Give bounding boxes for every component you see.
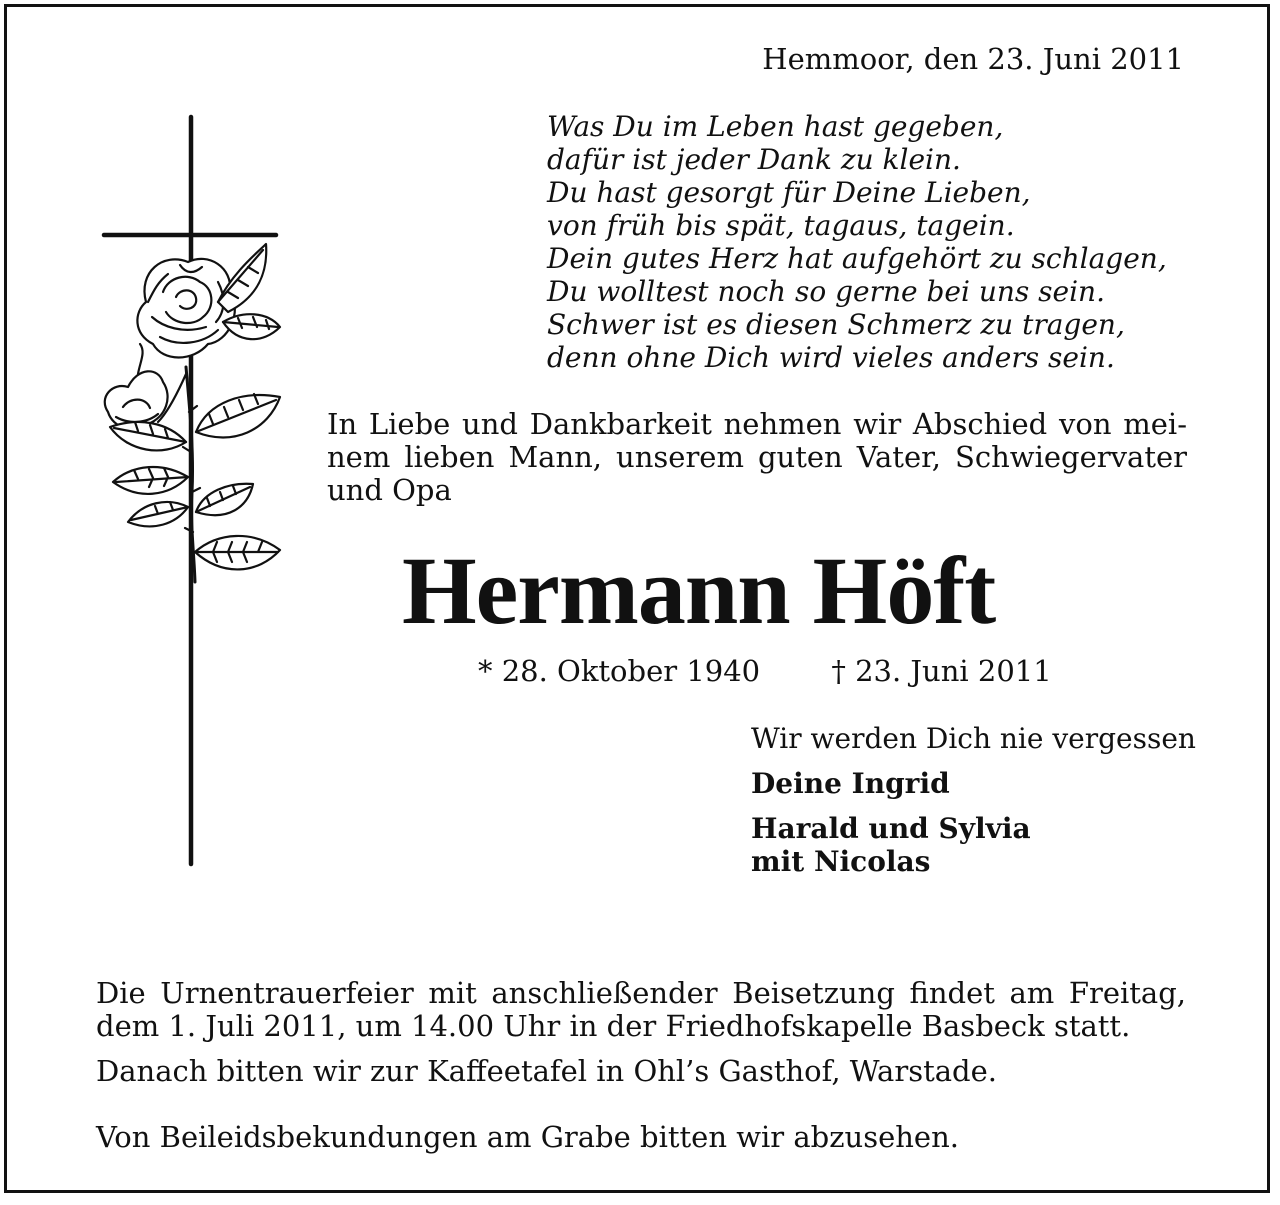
- funeral-line: Danach bitten wir zur Kaffeetafel in Ohl’s Gasthof, Warstade.: [96, 1054, 997, 1088]
- mourner-name: mit Nicolas: [751, 845, 931, 878]
- family-signoff: [751, 722, 1196, 878]
- intro-line: nem lieben Mann, unserem guten Vater, Schwiegervater: [327, 440, 1187, 474]
- farewell-intro: [327, 408, 1187, 507]
- deceased-name: Hermann Höft: [402, 537, 996, 644]
- poem-line: Du wolltest noch so gerne bei uns sein.: [547, 275, 1105, 308]
- poem-line: Du hast gesorgt für Deine Lieben,: [547, 176, 1031, 209]
- intro-line: und Opa: [327, 473, 452, 507]
- poem-line: dafür ist jeder Dank zu klein.: [547, 143, 961, 176]
- place-date: Hemmoor, den 23. Juni 2011: [762, 42, 1184, 76]
- funeral-line: dem 1. Juli 2011, um 14.00 Uhr in der Friedhofskapelle Basbeck statt.: [96, 1009, 1131, 1043]
- death-date: † 23. Juni 2011: [831, 654, 1052, 688]
- cross-with-rose-icon: [68, 112, 288, 872]
- funeral-details: [96, 977, 1186, 1154]
- poem-line: Schwer ist es diesen Schmerz zu tragen,: [547, 308, 1125, 341]
- signoff-phrase: Wir werden Dich nie vergessen: [751, 722, 1196, 755]
- mourner-name: Harald und Sylvia: [751, 812, 1031, 845]
- intro-line: In Liebe und Dankbarkeit nehmen wir Abschied von mei-: [327, 407, 1187, 441]
- rose-head: [137, 259, 234, 358]
- poem-line: Dein gutes Herz hat aufgehört zu schlagen,: [547, 242, 1167, 275]
- mourner-name: Deine Ingrid: [751, 767, 950, 800]
- birth-date: * 28. Oktober 1940: [478, 654, 761, 688]
- memorial-poem: [547, 110, 1167, 374]
- funeral-line: Die Urnentrauerfeier mit anschließender Beisetzung findet am Freitag,: [96, 976, 1186, 1010]
- poem-line: Was Du im Leben hast gegeben,: [547, 110, 1004, 143]
- life-dates: [478, 654, 1052, 688]
- funeral-line: Von Beileidsbekundungen am Grabe bitten wir abzusehen.: [96, 1120, 959, 1154]
- poem-line: denn ohne Dich wird vieles anders sein.: [547, 341, 1115, 374]
- poem-line: von früh bis spät, tagaus, tagein.: [547, 209, 1015, 242]
